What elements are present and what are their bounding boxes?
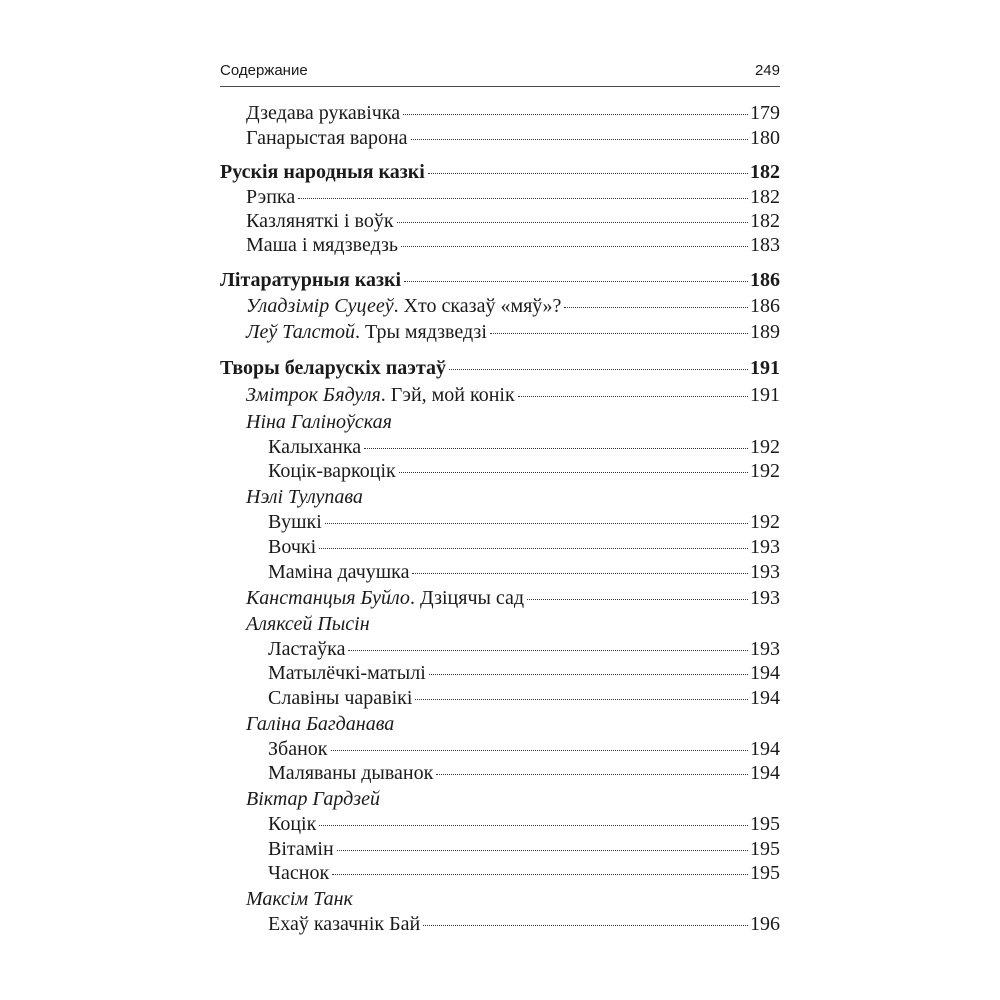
toc-entry-title: Матылёчкі-матылі xyxy=(268,662,426,684)
dot-leader xyxy=(527,599,748,600)
toc-entry-author: Уладзімір Суцееў xyxy=(246,295,394,317)
toc-entry xyxy=(220,294,780,319)
toc-entry xyxy=(220,560,780,585)
toc-entry-page: 194 xyxy=(750,687,780,709)
toc-entry-page: 195 xyxy=(750,838,780,860)
toc-section-title: Творы беларускіх паэтаў xyxy=(220,357,447,379)
dot-leader xyxy=(564,307,748,308)
toc-entry-title: Збанок xyxy=(268,738,328,760)
dot-leader xyxy=(298,198,748,199)
toc-entry xyxy=(220,661,780,686)
toc-author-name: Галіна Багданава xyxy=(246,713,395,735)
toc-author-heading xyxy=(220,712,780,737)
dot-leader xyxy=(518,396,748,397)
toc-entry-author: Канстанцыя Буйло xyxy=(246,587,410,609)
toc-entry-title: Вочкі xyxy=(268,536,317,558)
toc-author-heading xyxy=(220,887,780,912)
toc-author-heading xyxy=(220,485,780,510)
toc-entry xyxy=(220,320,780,345)
dot-leader xyxy=(412,573,748,574)
dot-leader xyxy=(436,774,748,775)
toc-entry-page: 180 xyxy=(750,127,780,149)
toc-entry xyxy=(220,637,780,662)
dot-leader xyxy=(404,281,748,282)
toc-entry-page: 194 xyxy=(750,662,780,684)
dot-leader xyxy=(403,114,748,115)
toc-entry-title: Маміна дачушка xyxy=(268,561,410,583)
toc-entry-title: Ластаўка xyxy=(268,638,346,660)
toc-author-name: Ніна Галіноўская xyxy=(246,411,392,433)
toc-entry xyxy=(220,737,780,762)
toc-entry-title: . Гэй, мой конік xyxy=(380,384,515,406)
toc-entry-page: 192 xyxy=(750,511,780,533)
toc-entry xyxy=(220,101,780,126)
toc-section-title: Літаратурныя казкі xyxy=(220,269,402,291)
dot-leader xyxy=(415,699,748,700)
toc-entry-title: Казляняткі і воўк xyxy=(246,210,394,232)
toc-entry-title: Калыханка xyxy=(268,436,362,458)
toc-entry-page: 183 xyxy=(750,234,780,256)
toc-author-name: Аляксей Пысін xyxy=(246,613,370,635)
toc-entry-title: Славіны чаравікі xyxy=(268,687,413,709)
toc-entry-page: 193 xyxy=(750,638,780,660)
toc-entry-title: Дзедава рукавічка xyxy=(246,102,401,124)
toc-entry-author: Леў Талстой xyxy=(246,321,355,343)
toc-entry xyxy=(220,837,780,862)
dot-leader xyxy=(411,139,748,140)
dot-leader xyxy=(364,448,748,449)
toc-entry-title: Вушкі xyxy=(268,511,322,533)
toc-entry-title: . Хто сказаў «мяў»? xyxy=(393,295,562,317)
toc-section-title: Рускія народныя казкі xyxy=(220,161,425,183)
toc-entry-title: . Дзіцячы сад xyxy=(409,587,525,609)
toc-entry-page: 182 xyxy=(750,186,780,208)
toc-entry-page: 193 xyxy=(750,561,780,583)
toc-entry-title: Ганарыстая варона xyxy=(246,127,408,149)
toc-entry-page: 192 xyxy=(750,460,780,482)
dot-leader xyxy=(399,472,748,473)
toc-entry-page: 191 xyxy=(750,384,780,406)
toc-entry xyxy=(220,861,780,886)
toc-entry-page: 191 xyxy=(750,357,780,379)
dot-leader xyxy=(449,369,748,370)
toc-author-name: Віктар Гардзей xyxy=(246,788,380,810)
toc-entry-page: 194 xyxy=(750,738,780,760)
toc-entry-page: 182 xyxy=(750,210,780,232)
toc-author-heading xyxy=(220,787,780,812)
toc-entry-page: 186 xyxy=(750,295,780,317)
toc-entry-page: 193 xyxy=(750,536,780,558)
toc-entry xyxy=(220,510,780,535)
toc-entry-page: 186 xyxy=(750,269,780,291)
dot-leader xyxy=(337,850,748,851)
running-header xyxy=(220,60,780,82)
toc-entry xyxy=(220,586,780,611)
toc-entry-title: Ехаў казачнік Бай xyxy=(268,913,421,935)
dot-leader xyxy=(325,523,748,524)
toc-entry xyxy=(220,761,780,786)
toc-entry xyxy=(220,209,780,234)
toc-entry-page: 196 xyxy=(750,913,780,935)
toc-entry-page: 192 xyxy=(750,436,780,458)
toc-entry-page: 193 xyxy=(750,587,780,609)
dot-leader xyxy=(423,925,748,926)
header-rule xyxy=(220,86,780,87)
dot-leader xyxy=(332,874,748,875)
toc-entry xyxy=(220,912,780,937)
toc-entry-title: Маляваны дыванок xyxy=(268,762,434,784)
dot-leader xyxy=(428,173,748,174)
toc-entry xyxy=(220,535,780,560)
dot-leader xyxy=(319,548,748,549)
toc-entry-title: Рэпка xyxy=(246,186,296,208)
toc-entry xyxy=(220,686,780,711)
toc-entry xyxy=(220,812,780,837)
dot-leader xyxy=(401,246,748,247)
dot-leader xyxy=(319,825,748,826)
toc-author-name: Нэлі Тулупава xyxy=(246,486,363,508)
toc-entry xyxy=(220,233,780,258)
toc-entry-title: Коцік xyxy=(268,813,317,835)
dot-leader xyxy=(490,333,748,334)
toc-entry xyxy=(220,185,780,210)
toc-entry-page: 179 xyxy=(750,102,780,124)
toc-section xyxy=(220,160,780,185)
header-title: Содержание xyxy=(220,62,308,79)
toc-entry-page: 194 xyxy=(750,762,780,784)
toc-section xyxy=(220,268,780,293)
toc-entry-page: 189 xyxy=(750,321,780,343)
header-page-number: 249 xyxy=(754,62,780,79)
toc-entry-title: . Тры мядзведзі xyxy=(354,321,487,343)
dot-leader xyxy=(331,750,749,751)
toc-entry-title: Вітамін xyxy=(268,838,334,860)
toc-author-name: Максім Танк xyxy=(246,888,353,910)
toc-entry-title: Маша і мядзведзь xyxy=(246,234,399,256)
toc-entry xyxy=(220,459,780,484)
toc-entry-title: Коцік-варкоцік xyxy=(268,460,396,482)
dot-leader xyxy=(429,674,748,675)
toc-author-heading xyxy=(220,612,780,637)
toc-entry xyxy=(220,435,780,460)
toc-section xyxy=(220,356,780,381)
toc-entry-page: 182 xyxy=(750,161,780,183)
dot-leader xyxy=(397,222,748,223)
toc-entry-title: Часнок xyxy=(268,862,330,884)
toc-entry-author: Змітрок Бядуля xyxy=(246,384,381,406)
toc-entry xyxy=(220,383,780,408)
toc-entry-page: 195 xyxy=(750,862,780,884)
toc-entry xyxy=(220,126,780,151)
toc-entry-page: 195 xyxy=(750,813,780,835)
toc-author-heading xyxy=(220,410,780,435)
dot-leader xyxy=(348,650,748,651)
